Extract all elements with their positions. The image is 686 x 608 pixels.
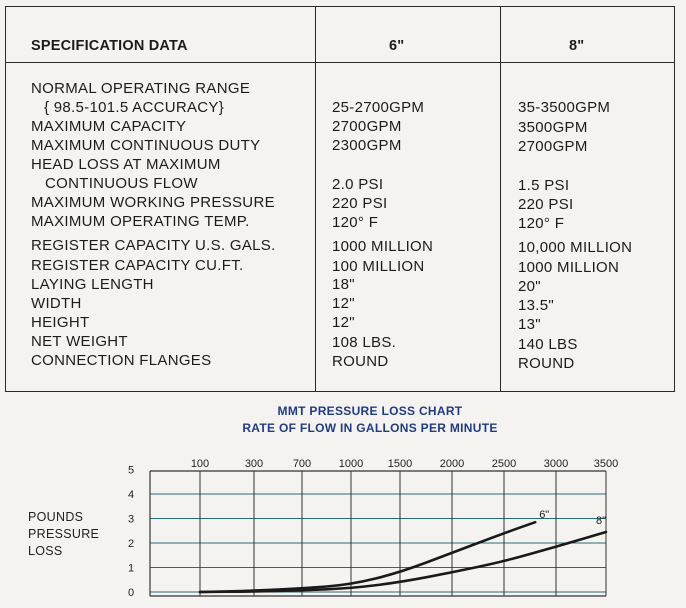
- x-tick-label: 700: [292, 458, 312, 470]
- chart-curves: [200, 509, 606, 592]
- row-label: LAYING LENGTH: [31, 276, 154, 293]
- table-header-label: SPECIFICATION DATA: [31, 38, 188, 54]
- row-value-6-inch: 2700GPM: [332, 118, 402, 135]
- row-label: CONTINUOUS FLOW: [45, 175, 198, 192]
- row-value-8-inch: ROUND: [518, 355, 575, 372]
- row-value-6-inch: 220 PSI: [332, 195, 388, 212]
- row-value-8-inch: 220 PSI: [518, 196, 574, 213]
- row-label: REGISTER CAPACITY U.S. GALS.: [31, 237, 276, 254]
- table-header-8-inch: 8": [569, 38, 585, 54]
- row-value-6-inch: 108 LBS.: [332, 334, 397, 351]
- x-tick-label: 3500: [593, 458, 619, 470]
- row-value-6-inch: ROUND: [332, 353, 389, 370]
- row-value-8-inch: 1.5 PSI: [518, 177, 570, 194]
- x-tick-label: 300: [244, 458, 264, 470]
- row-value-8-inch: 20": [518, 278, 541, 295]
- series-line-8-inch: [200, 532, 606, 592]
- x-tick-label: 3000: [543, 458, 569, 470]
- row-label: HEAD LOSS AT MAXIMUM: [31, 156, 221, 173]
- table-header-6-inch: 6": [389, 38, 405, 54]
- row-value-8-inch: 35-3500GPM: [518, 99, 611, 116]
- row-value-8-inch: 13.5": [518, 297, 555, 314]
- row-label: NET WEIGHT: [31, 333, 128, 350]
- row-label: HEIGHT: [31, 314, 90, 331]
- row-value-6-inch: 18": [332, 276, 355, 293]
- series-line-6-inch: [200, 522, 535, 592]
- row-value-6-inch: 1000 MILLION: [332, 238, 434, 255]
- y-axis-label-line: LOSS: [28, 544, 63, 558]
- x-axis-ticks: [191, 458, 618, 470]
- row-value-8-inch: 1000 MILLION: [518, 259, 620, 276]
- row-value-6-inch: 2.0 PSI: [332, 176, 384, 193]
- row-value-6-inch: 25-2700GPM: [332, 99, 425, 116]
- y-tick-label: 3: [127, 513, 135, 526]
- x-tick-label: 2500: [491, 458, 517, 470]
- row-label: WIDTH: [31, 295, 82, 312]
- row-label: CONNECTION FLANGES: [31, 352, 212, 369]
- row-value-8-inch: 2700GPM: [518, 138, 588, 155]
- y-tick-label: 4: [127, 489, 135, 501]
- x-tick-label: 2000: [439, 458, 465, 470]
- row-value-8-inch: 10,000 MILLION: [518, 239, 633, 256]
- row-value-6-inch: 12": [332, 295, 355, 312]
- x-tick-label: 1000: [338, 458, 364, 470]
- row-label: MAXIMUM CONTINUOUS DUTY: [31, 137, 261, 154]
- series-label: 6": [539, 509, 550, 522]
- row-value-8-inch: 13": [518, 316, 541, 333]
- row-value-6-inch: 100 MILLION: [332, 258, 425, 275]
- y-tick-label: 2: [127, 538, 135, 550]
- row-label: MAXIMUM WORKING PRESSURE: [31, 194, 275, 211]
- row-value-8-inch: 140 LBS: [518, 336, 578, 353]
- y-tick-label: 0: [127, 587, 135, 599]
- row-label: NORMAL OPERATING RANGE: [31, 80, 251, 97]
- y-axis-label-line: POUNDS: [28, 510, 84, 524]
- row-value-6-inch: 2300GPM: [332, 137, 402, 154]
- row-label: MAXIMUM OPERATING TEMP.: [31, 213, 250, 230]
- chart-subtitle: RATE OF FLOW IN GALLONS PER MINUTE: [242, 421, 498, 435]
- row-value-6-inch: 12": [332, 314, 355, 331]
- y-axis-ticks: [128, 465, 134, 600]
- row-label: { 98.5-101.5 ACCURACY}: [44, 99, 225, 116]
- y-tick-label: 1: [127, 562, 135, 575]
- row-label: MAXIMUM CAPACITY: [31, 118, 187, 135]
- series-label: 8": [596, 514, 607, 527]
- x-tick-label: 100: [190, 458, 210, 470]
- x-tick-label: 1500: [387, 458, 413, 470]
- row-value-8-inch: 120° F: [518, 215, 565, 232]
- y-axis-label-line: PRESSURE: [28, 527, 100, 541]
- row-value-6-inch: 120° F: [332, 214, 379, 231]
- chart-title: MMT PRESSURE LOSS CHART: [277, 404, 463, 418]
- row-label: REGISTER CAPACITY CU.FT.: [31, 257, 244, 274]
- y-tick-label: 5: [127, 464, 135, 477]
- row-value-8-inch: 3500GPM: [518, 119, 588, 136]
